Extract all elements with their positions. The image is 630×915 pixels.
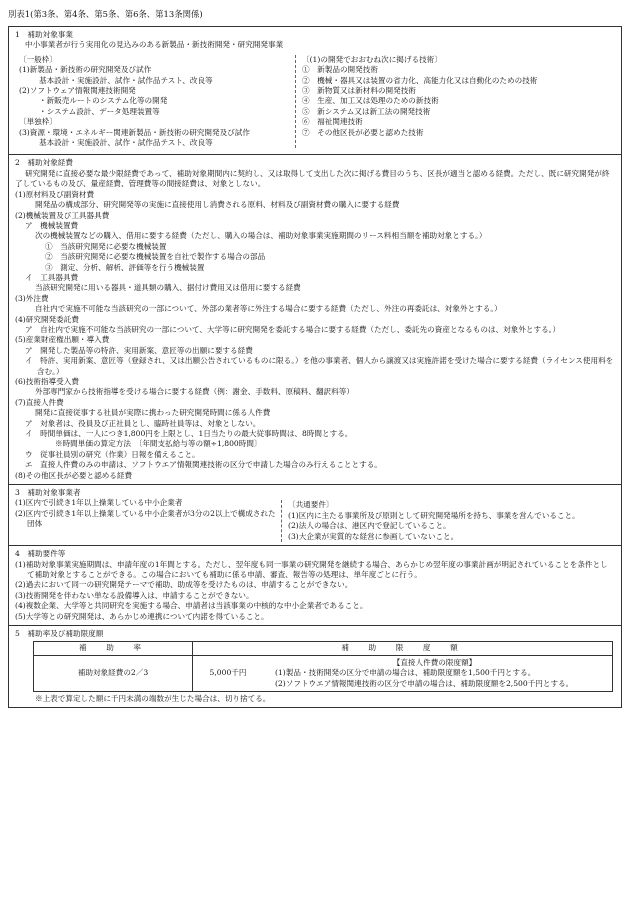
left-line: 基本設計・実施設計、試作・試作品テスト、改良等: [39, 75, 213, 85]
common-requirement: (3)大企業が実質的な経営に参画していないこと。: [288, 531, 459, 541]
left-line: (3)資源・環境・エネルギー関連新製品・新技術の研究開発及び試作: [19, 127, 250, 137]
requirement-item: (1)補助対象事業実施期間は、申請年度の1年間とする。ただし、翌年度も同一事業の研究開発を継続する場合、あらかじめ翌年度の事業計画が明記されていることを条件として補助対象とすることができる。この場合においても補助に係る申請、審査、報告等の処理は、単年度ごとに行う。: [15, 559, 608, 579]
s2-line: エ 直接人件費のみの申請は、ソフトウエア情報関連技術の区分で申請した場合のみ行えることとする。: [25, 460, 382, 470]
section-5-subsidy-rate: [9, 626, 621, 707]
personnel-limit-cell: [263, 655, 613, 691]
appendix-table: [8, 26, 622, 708]
common-requirement: (1)区内に主たる事業所及び原則として研究開発場所を持ち、事業を営んでいること。: [288, 510, 580, 520]
s2-line: ウ 従事社員別の研究（作業）日報を備えること。: [25, 449, 200, 459]
section-2-intro: 研究開発に直接必要な最少限経費であって、補助対象期間内に契約し、又は取得して支出した次に掲げる費目のうち、区長が適当と認める経費。ただし、既に研究開発が終了しているもの及び、量産経費、管理費等の間接経費は、対象としない。: [15, 168, 610, 189]
s2-line: 開発品の構成部分、研究開発等の実施に直接使用し消費される原料、材料及び副資材費の購入に要する経費: [35, 200, 400, 210]
col-rate-header: 補 助 率: [34, 642, 193, 655]
rounding-note: ※上表で算定した額に千円未満の端数が生じた場合は、切り捨てる。: [35, 693, 271, 703]
s2-line: ② 当該研究開発に必要な機械装置を自社で製作する場合の部品: [45, 252, 266, 262]
section-3-right: [281, 500, 615, 542]
section-4-requirements: [9, 546, 621, 626]
document-title: 別表1(第3条、第4条、第5条、第6条、第13条関係): [8, 9, 203, 19]
amount-cell: 5,000千円: [193, 655, 264, 691]
s2-line: (7)直接人件費: [15, 397, 64, 407]
section-2-eligible-expenses: [9, 155, 621, 485]
table-header-row: [34, 642, 613, 655]
personnel-limit-heading: 【直接人件費の限度額】: [392, 657, 477, 667]
right-line: ④ 生産、加工又は処理のための新技術: [302, 96, 439, 106]
col-limit-header: 補 助 限 度 額: [193, 642, 613, 655]
s2-line: イ 特許、実用新案、意匠等（登録され、又は出願公告されているものに限る。）を他の事業者、個人から譲渡又は実施許諾を受けた場合に要する経費（ライセンス使用料を含む。）: [25, 356, 614, 376]
s2-line: ア 機械装置費: [25, 220, 79, 230]
left-line: ・システム設計、データ処理装置等: [39, 106, 160, 116]
s2-line: イ 時間単価は、一人につき1,800円を上限とし、1日当たりの最大従事時間は、8時間とする。: [25, 429, 353, 439]
right-line: ⑤ 新システム又は新工法の開発技術: [302, 106, 431, 116]
s2-line: 次の機械装置などの購入、借用に要する経費（ただし、購入の場合は、補助対象事業実施期間のリース料相当額を補助対象とする。）: [35, 231, 487, 241]
s2-line: ア 対象者は、役員及び正社員とし、臨時社員等は、対象としない。: [25, 418, 261, 428]
applicant-item: (1)区内で引続き1年以上操業している中小企業者: [15, 498, 183, 508]
section-1-eligible-projects: [9, 27, 621, 155]
s2-line: (8)その他区長が必要と認める経費: [15, 470, 133, 480]
left-line: 〔一般枠〕: [19, 54, 57, 64]
section-2-heading: 2 補助対象経費: [15, 158, 73, 168]
right-line: 〔(1)の開発でおおむね次に掲げる技術〕: [302, 54, 442, 64]
right-line: ③ 新物質又は新材料の開発技術: [302, 86, 416, 96]
rate-cell: 補助対象経費の2／3: [34, 655, 193, 691]
subsidy-limit-table: [33, 641, 613, 692]
common-requirement: 〔共通要件〕: [288, 500, 334, 510]
section-1-columns: [15, 55, 615, 149]
s2-line: (4)研究開発委託費: [15, 314, 79, 324]
s2-line: 自社内で実施不可能な当該研究の一部について、外部の業者等に外注する場合に要する経費（ただし、外注の再委託は、対象外とする。）: [35, 304, 502, 314]
personnel-limit-item: (1)製品・技術開発の区分で申請の場合は、補助限度額を1,500千円とする。: [275, 668, 536, 678]
personnel-limit-item: (2)ソフトウエア情報関連技術の区分で申請の場合は、補助限度額を2,500千円とする。: [275, 678, 574, 688]
s2-line: 開発に直接従事する社員が実際に携わった研究開発時間に係る人件費: [35, 408, 271, 418]
left-line: (1)新製品・新技術の研究開発及び試作: [19, 65, 152, 75]
left-line: (2)ソフトウェア情報関連技術開発: [19, 86, 136, 96]
section-1-heading: 1 補助対象事業: [15, 30, 73, 39]
s2-line: (3)外注費: [15, 293, 49, 303]
section-5-heading: 5 補助率及び補助限度額: [15, 628, 104, 638]
section-3-heading: 3 補助対象事業者: [15, 488, 81, 498]
s2-line: ① 当該研究開発に必要な機械装置: [45, 241, 167, 251]
section-3-eligible-applicants: [9, 485, 621, 546]
section-1-intro: 中小事業者が行う実用化の見込みのある新製品・新技術開発・研究開発事業: [25, 40, 284, 50]
s2-line: (1)原材料及び副資材費: [15, 189, 95, 199]
requirement-item: (2)過去において同一の研究開発テーマで補助、助成等を受けたものは、申請することができない。: [15, 580, 353, 590]
s2-line: ア 開発した製品等の特許、実用新案、意匠等の出願に要する経費: [25, 345, 253, 355]
s2-line: (2)機械装置及び工具器具費: [15, 210, 110, 220]
common-requirement: (2)法人の場合は、港区内で登記していること。: [288, 521, 451, 531]
s2-line: 当該研究開発に用いる器具・道具類の購入、据付け費用又は借用に要する経費: [35, 283, 301, 293]
right-line: ② 機械・器具又は装置の省力化、高能力化又は自動化のための技術: [302, 75, 538, 85]
left-line: ・新販売ルートのシステム化等の開発: [39, 96, 168, 106]
s2-line: (6)技術指導受入費: [15, 377, 79, 386]
right-line: ① 新製品の開発技術: [302, 65, 378, 75]
s2-line: イ 工具器具費: [25, 272, 79, 282]
section-3-columns: [15, 498, 615, 542]
s2-line: 外部専門家から技術指導を受ける場合に要する経費（例：謝金、手数料、原稿料、翻訳料等）: [35, 387, 354, 397]
s2-line: ア 自社内で実施不可能な当該研究の一部について、大学等に研究開発を委託する場合に要する経費（ただし、委託先の資産となるものは、対象外とする。）: [25, 324, 561, 334]
requirement-item: (4)複数企業、大学等と共同研究を実施する場合、申請者は当該事業の中核的な中小企業者であること。: [15, 601, 368, 611]
requirement-item: (5)大学等との研究開発は、あらかじめ連携について内諾を得ていること。: [15, 611, 269, 621]
s2-line: ③ 測定、分析、解析、評価等を行う機械装置: [45, 262, 205, 272]
right-line: ⑥ 福祉関連技術: [302, 117, 363, 127]
section-4-heading: 4 補助要件等: [15, 549, 66, 559]
section-1-right: [295, 55, 615, 149]
left-line: 基本設計・実施設計、試作・試作品テスト、改良等: [39, 138, 213, 148]
section-3-left: [15, 498, 281, 542]
section-1-left: [15, 55, 295, 149]
left-line: 〔単独枠〕: [19, 117, 57, 127]
s2-line: (5)産業財産権出願・導入費: [15, 335, 110, 345]
table-row: [34, 655, 613, 691]
applicant-item: (2)区内で引続き1年以上操業している中小企業者が3分の2以上で構成された団体: [15, 508, 276, 529]
requirement-item: (3)技術開発を伴わない単なる設備導入は、申請することができない。: [15, 590, 254, 600]
right-line: ⑦ その他区長が必要と認めた技術: [302, 127, 424, 137]
s2-line: ※時間単価の算定方法 〔年間支払給与等の額÷1,800時間〕: [55, 439, 262, 449]
